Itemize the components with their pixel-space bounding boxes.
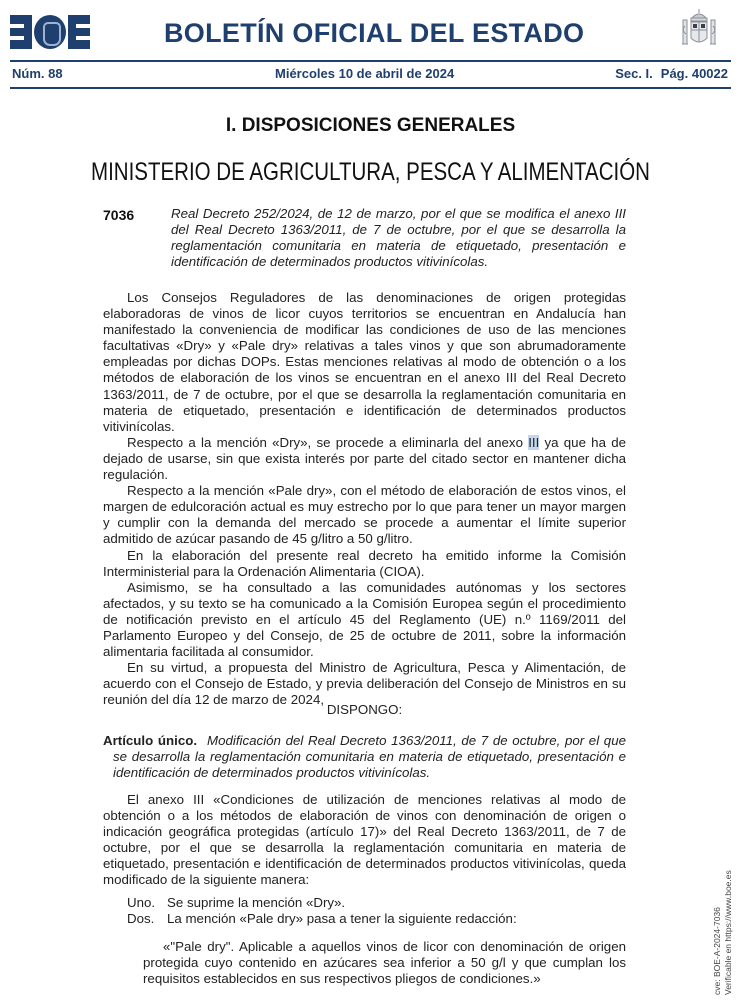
boe-logo-e	[68, 15, 90, 49]
item-text: Se suprime la mención «Dry».	[167, 895, 346, 910]
boe-logo	[10, 14, 90, 50]
cve-code: cve: BOE-A-2024-7036	[712, 907, 722, 995]
list-item	[127, 895, 517, 911]
coat-of-arms-icon	[680, 8, 718, 52]
ministry-title: MINISTERIO DE AGRICULTURA, PESCA Y ALIMENTACIÓN	[91, 158, 650, 186]
item-key: Dos.	[127, 911, 155, 926]
paragraph: Los Consejos Reguladores de las denominaciones de origen protegidas elaboradoras de vinos de licor cuyos territorios se encuentran en Andalucía han manifestado la conveniencia de modificar las condiciones de uso de las menciones facultativas «Dry» y «Pale dry» relativas a tales vinos y que son abrumadoramente empleadas por dichas DOPs. Estas menciones relativas al modo de obtención o a los métodos de elaboración de los vinos se encuentran en el anexo III del Real Decreto 1363/2011, de 7 de octubre, por el que se desarrolla la reglamentación comunitaria en materia de etiquetado, presentación e identificación de determinados productos vitivinícolas.	[103, 290, 626, 434]
section-title: I. DISPOSICIONES GENERALES	[225, 115, 516, 136]
dispongo-heading: DISPONGO:	[326, 702, 403, 717]
amended-text-quote: «"Pale dry". Aplicable a aquellos vinos de licor con denominación de origen protegida cuyo contenido en azúcares sea inferior a 50 g/l y que cumplan los requisitos establecidos en sus respectivos pliegos de condiciones.»	[143, 939, 626, 987]
section-label: Sec. I.	[615, 66, 653, 81]
paragraph: En su virtud, a propuesta del Ministro de Agricultura, Pesca y Alimentación, de acuerdo con el Consejo de Estado, y previa deliberación del Consejo de Ministros en su reunión del día 12 de marzo de 2024,	[103, 660, 626, 708]
article-body	[103, 792, 626, 889]
article-heading	[103, 733, 626, 781]
header-rule-top	[10, 60, 731, 62]
document-summary: Real Decreto 252/2024, de 12 de marzo, por el que se modifica el anexo III del Real Decreto 1363/2011, de 7 de octubre, por el que se desarrolla la reglamentación comunitaria en materia de etiquetado, presentación e identificación de determinados productos vitivinícolas.	[171, 206, 626, 269]
bulletin-title: BOLETÍN OFICIAL DEL ESTADO	[164, 18, 585, 48]
page-header	[0, 0, 741, 100]
article-label: Artículo único.	[103, 733, 198, 748]
paragraph-text: ya que ha de dejado de usarse, sin que exista interés por parte del citado sector en mantener dicha regulación.	[103, 434, 626, 483]
text-selection[interactable]: III	[528, 434, 540, 450]
paragraph: Respecto a la mención «Pale dry», con el método de elaboración de estos vinos, el margen de edulcoración actual es muy estrecho por lo que para tener un mayor margen y cumplir con la demanda del mercado se procede a aumentar el límite superior admitido de azúcar pasando de 45 g/litro a 50 g/litro.	[103, 483, 626, 547]
section-page	[615, 66, 728, 81]
page-number: Pág. 40022	[660, 66, 728, 81]
amendment-list	[127, 895, 517, 927]
paragraph: El anexo III «Condiciones de utilización de menciones relativas al modo de obtención o a los métodos de elaboración de vinos con denominación de origen o indicación geográfica protegidas (artículo 17)» del Real Decreto 1363/2011, de 7 de octubre, por el que se desarrolla la reglamentación comunitaria en materia de etiquetado, presentación e identificación de determinados productos vitivinícolas, queda modificado de la siguiente manera:	[103, 792, 626, 888]
list-item	[127, 911, 517, 927]
paragraph-text: Respecto a la mención «Dry», se procede a eliminarla del anexo	[127, 434, 529, 450]
preamble	[103, 290, 626, 708]
document-number: 7036	[103, 207, 135, 223]
item-key: Uno.	[127, 895, 156, 910]
boe-logo-b	[10, 15, 32, 49]
bulletin-number: Núm. 88	[12, 66, 63, 81]
verify-url[interactable]: Verificable en https://www.boe.es	[723, 870, 733, 995]
paragraph: Asimismo, se ha consultado a las comunidades autónomas y los sectores afectados, y su texto se ha comunicado a la Comisión Europea según el procedimiento de notificación previsto en el artículo 45 del Reglamento (UE) n.º 1169/2011 del Parlamento Europeo y del Consejo, de 25 de octubre de 2011, sobre la información alimentaria facilitada al consumidor.	[103, 579, 626, 660]
boe-logo-crest-icon	[34, 15, 66, 49]
item-text: La mención «Pale dry» pasa a tener la siguiente redacción:	[167, 911, 517, 926]
paragraph	[103, 435, 626, 483]
paragraph: En la elaboración del presente real decreto ha emitido informe la Comisión Interministerial para la Ordenación Alimentaria (CIOA).	[103, 547, 626, 579]
verification-note	[712, 825, 734, 995]
header-rule-bottom	[10, 87, 731, 89]
article-title: Modificación del Real Decreto 1363/2011, de 7 de octubre, por el que se desarrolla la reglamentación comunitaria en materia de etiquetado, presentación e identificación de determinados productos vitivinícolas.	[113, 733, 626, 781]
bulletin-date: Miércoles 10 de abril de 2024	[275, 66, 455, 81]
